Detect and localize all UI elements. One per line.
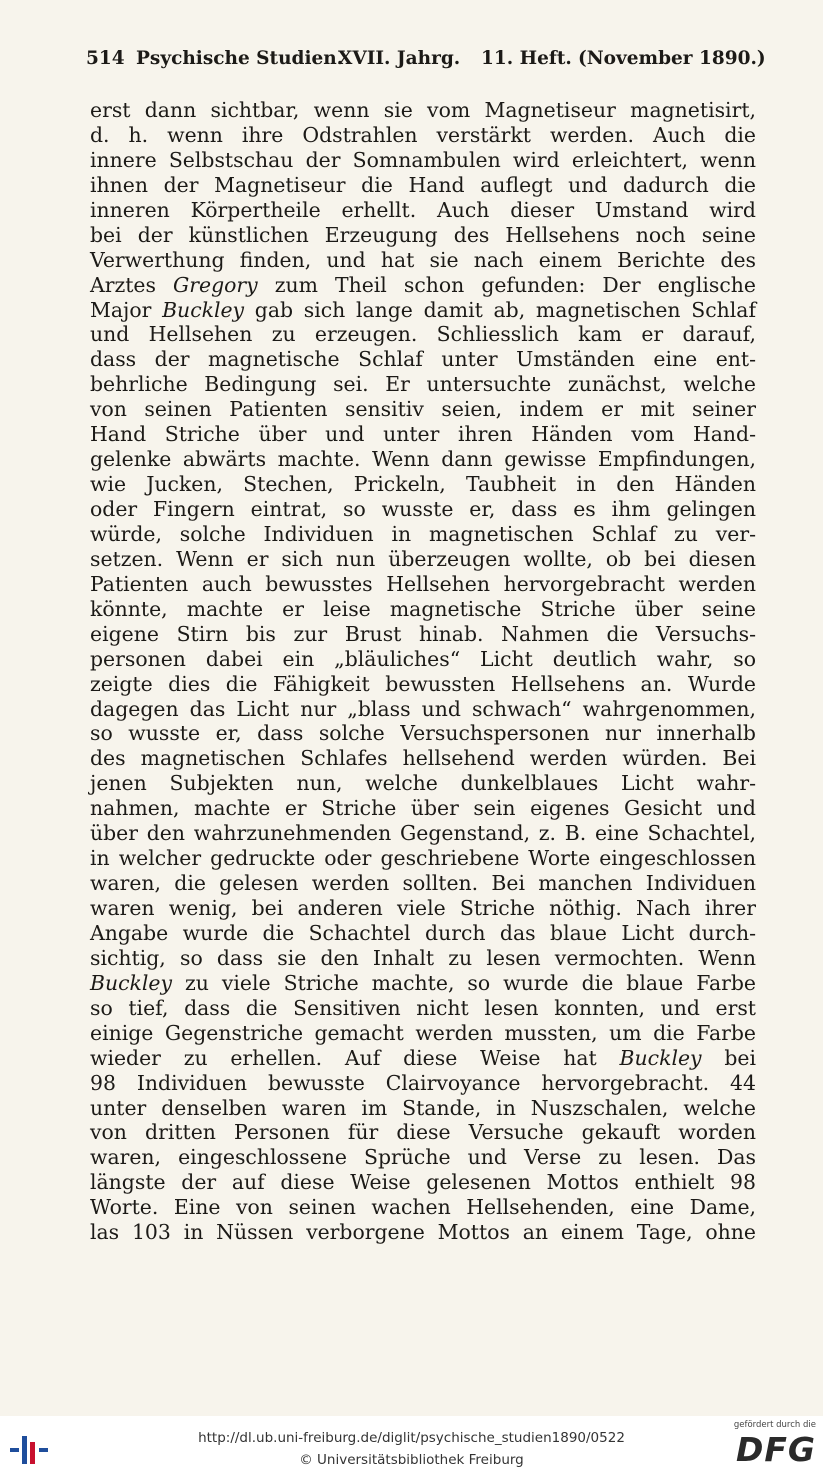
text-line: zeigte dies die Fähigkeit bewussten Hellsehens an. Wurde	[90, 671, 756, 696]
text-line: bei der künstlichen Erzeugung des Hellsehens noch seine	[90, 222, 756, 247]
volume-year: XVII. Jahrg.	[338, 48, 461, 69]
text-line: 98 Individuen bewusste Clairvoyance hervorgebracht. 44	[90, 1070, 756, 1095]
text-line: wie Jucken, Stechen, Prickeln, Taubheit in den Händen	[90, 472, 756, 497]
italic-name: Buckley	[619, 1045, 702, 1070]
italic-name: Buckley	[90, 970, 173, 995]
text-line: Patienten auch bewusstes Hellsehen hervorgebracht werden	[90, 571, 756, 596]
text-line: würde, solche Individuen in magnetischen Schlaf zu ver-	[90, 521, 756, 546]
text-line: Verwerthung finden, und hat sie nach einem Berichte des	[90, 247, 756, 272]
text-line: von dritten Personen für diese Versuche gekauft worden	[90, 1120, 756, 1145]
issue-number: 11. Heft.	[481, 48, 572, 69]
text-line: Worte. Eine von seinen wachen Hellsehenden, eine Dame,	[90, 1195, 756, 1220]
text-line: in welcher gedruckte oder geschriebene Worte eingeschlossen	[90, 846, 756, 871]
text-line: sichtig, so dass sie den Inhalt zu lesen vermochten. Wenn	[90, 945, 756, 970]
text-line: waren, die gelesen werden sollten. Bei manchen Individuen	[90, 871, 756, 896]
page-number: 514	[86, 48, 125, 69]
text-line: einige Gegenstriche gemacht werden mussten, um die Farbe	[90, 1020, 756, 1045]
text-line: jenen Subjekten nun, welche dunkelblaues Licht wahr-	[90, 771, 756, 796]
text-line: oder Fingern eintrat, so wusste er, dass es ihm gelingen	[90, 497, 756, 521]
text-line: könnte, machte er leise magnetische Striche über seine	[90, 596, 756, 621]
text-line: eigene Stirn bis zur Brust hinab. Nahmen die Versuchs-	[90, 621, 756, 646]
text-line: Major Buckley gab sich lange damit ab, magnetischen Schlaf	[90, 297, 756, 322]
text-line: waren wenig, bei anderen viele Striche nöthig. Nach ihrer	[90, 896, 756, 920]
text-line: des magnetischen Schlafes hellsehend werden würden. Bei	[90, 746, 756, 771]
journal-title: Psychische Studien.	[136, 48, 344, 69]
text-line: Buckley zu viele Striche machte, so wurde die blaue Farbe	[90, 970, 756, 995]
dfg-logo	[724, 1420, 816, 1470]
footer-bar	[0, 1416, 823, 1474]
text-line: Angabe wurde die Schachtel durch das blaue Licht durch-	[90, 920, 756, 945]
text-line: unter denselben waren im Stande, in Nuszschalen, welche	[90, 1095, 756, 1120]
text-line: dass der magnetische Schlaf unter Umständen eine ent-	[90, 347, 756, 372]
text-line: dagegen das Licht nur „blass und schwach“ wahrgenommen,	[90, 696, 756, 721]
text-line: wieder zu erhellen. Auf diese Weise hat Buckley bei	[90, 1045, 756, 1070]
text-line: gelenke abwärts machte. Wenn dann gewisse Empfindungen,	[90, 447, 756, 472]
text-line: waren, eingeschlossene Sprüche und Verse zu lesen. Das	[90, 1145, 756, 1170]
text-line: setzen. Wenn er sich nun überzeugen wollte, ob bei diesen	[90, 546, 756, 571]
dfg-wordmark: DFG	[735, 1430, 816, 1469]
text-line: d. h. wenn ihre Odstrahlen verstärkt werden. Auch die	[90, 122, 756, 147]
permalink-url[interactable]: http://dl.ub.uni-freiburg.de/diglit/psychische_studien1890/0522	[198, 1430, 625, 1446]
italic-name: Gregory	[172, 272, 258, 297]
copyright-notice: © Universitätsbibliothek Freiburg	[299, 1452, 524, 1468]
text-line: behrliche Bedingung sei. Er untersuchte zunächst, welche	[90, 372, 756, 397]
text-line: so wusste er, dass solche Versuchspersonen nur innerhalb	[90, 721, 756, 746]
text-line: ihnen der Magnetiseur die Hand auflegt und dadurch die	[90, 172, 756, 197]
dfg-tagline: gefördert durch die	[733, 1420, 816, 1430]
text-line: von seinen Patienten sensitiv seien, indem er mit seiner	[90, 397, 756, 422]
text-line: nahmen, machte er Striche über sein eigenes Gesicht und	[90, 796, 756, 821]
text-line: längste der auf diese Weise gelesenen Mottos enthielt 98	[90, 1170, 756, 1195]
text-line: innere Selbstschau der Somnambulen wird erleichtert, wenn	[90, 147, 756, 172]
text-line: über den wahrzunehmenden Gegenstand, z. B. eine Schachtel,	[90, 821, 756, 846]
text-line: Arztes Gregory zum Theil schon gefunden: Der englische	[90, 272, 756, 297]
issue-date: (November 1890.)	[578, 48, 766, 69]
italic-name: Buckley	[162, 297, 245, 322]
text-line: und Hellsehen zu erzeugen. Schliesslich kam er darauf,	[90, 322, 756, 347]
text-line: las 103 in Nüssen verborgene Mottos an einem Tage, ohne	[90, 1220, 756, 1245]
text-line: inneren Körpertheile erhellt. Auch dieser Umstand wird	[90, 197, 756, 222]
text-line: personen dabei ein „bläuliches“ Licht deutlich wahr, so	[90, 646, 756, 671]
body-text	[90, 98, 756, 1245]
text-line: Hand Striche über und unter ihren Händen vom Hand-	[90, 422, 756, 447]
text-line: so tief, dass die Sensitiven nicht lesen konnten, und erst	[90, 995, 756, 1020]
text-line: erst dann sichtbar, wenn sie vom Magnetiseur magnetisirt,	[90, 98, 756, 122]
